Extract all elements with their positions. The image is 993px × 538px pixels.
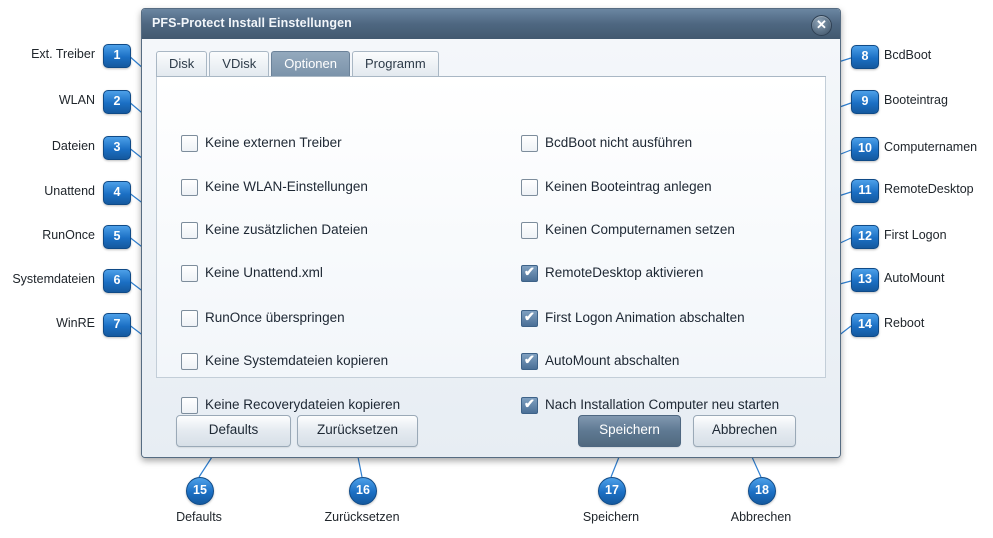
checkbox-box [181,222,198,239]
checkbox-label: Keine Unattend.xml [205,265,323,280]
callout-label-6: Systemdateien [12,272,95,286]
checkbox-label: Nach Installation Computer neu starten [545,397,780,412]
checkbox-label: Keine Recoverydateien kopieren [205,397,401,412]
checkbox-box [521,310,538,327]
dialog-titlebar[interactable] [142,9,840,40]
callout-label-10: Computernamen [884,140,978,154]
callout-label-1: Ext. Treiber [31,47,95,61]
dialog-title: PFS-Protect Install Einstellungen [152,16,352,30]
callout-label-15: Defaults [176,510,222,524]
callout-marker-9[interactable]: 9 [851,90,879,114]
checkbox-box [521,222,538,239]
tab-optionen[interactable]: Optionen [271,51,350,76]
callout-label-5: RunOnce [42,228,95,242]
checkbox-box [181,353,198,370]
callout-marker-16[interactable]: 16 [349,477,377,505]
callout-label-3: Dateien [51,139,95,153]
speichern-button[interactable]: Speichern [578,415,681,447]
options-panel [156,77,826,412]
tab-vdisk[interactable]: VDisk [209,51,269,76]
callout-label-12: First Logon [884,228,947,242]
checkbox-box [181,265,198,282]
callout-marker-18[interactable]: 18 [748,477,776,505]
callout-label-8: BcdBoot [884,48,932,62]
checkbox-label: Keine zusätzlichen Dateien [205,222,368,237]
check-icon: ✔ [524,264,535,279]
abbrechen-button[interactable]: Abbrechen [693,415,796,447]
dialog-body [142,39,840,457]
checkbox-label: AutoMount abschalten [545,353,680,368]
checkbox-box [181,179,198,196]
callout-marker-14[interactable]: 14 [851,313,879,337]
close-icon[interactable] [811,15,832,36]
checkbox-box [521,179,538,196]
callout-label-16: Zurücksetzen [324,510,400,524]
callout-marker-15[interactable]: 15 [186,477,214,505]
callout-marker-10[interactable]: 10 [851,137,879,161]
callout-label-13: AutoMount [884,271,945,285]
checkbox-label: First Logon Animation abschalten [545,310,745,325]
callout-label-11: RemoteDesktop [884,182,974,196]
callout-label-7: WinRE [56,316,95,330]
callout-label-2: WLAN [58,93,95,107]
checkbox-box [521,135,538,152]
callout-marker-11[interactable]: 11 [851,179,879,203]
callout-marker-13[interactable]: 13 [851,268,879,292]
callout-marker-8[interactable]: 8 [851,45,879,69]
close-glyph: ✕ [816,17,827,32]
callout-label-18: Abbrechen [730,510,792,524]
tab-programm[interactable]: Programm [352,51,439,76]
checkbox-label: Keinen Computernamen setzen [545,222,735,237]
callout-label-4: Unattend [44,184,95,198]
checkbox-label: Keine WLAN-Einstellungen [205,179,368,194]
checkbox-box [521,353,538,370]
checkbox-label: Keine externen Treiber [205,135,342,150]
check-icon: ✔ [524,309,535,324]
callout-marker-12[interactable]: 12 [851,225,879,249]
callout-label-14: Reboot [884,316,925,330]
defaults-button[interactable]: Defaults [176,415,291,447]
check-icon: ✔ [524,396,535,411]
tab-disk[interactable]: Disk [156,51,207,76]
checkbox-label: Keine Systemdateien kopieren [205,353,389,368]
zuruecksetzen-button[interactable]: Zurücksetzen [297,415,418,447]
callout-marker-2[interactable]: 2 [103,90,131,114]
callout-marker-4[interactable]: 4 [103,181,131,205]
checkbox-box [181,397,198,414]
check-icon: ✔ [524,352,535,367]
tabstrip [156,51,441,77]
checkbox-label: RunOnce überspringen [205,310,345,325]
checkbox-box [521,265,538,282]
checkbox-box [181,135,198,152]
settings-dialog [141,8,841,458]
checkbox-label: Keinen Booteintrag anlegen [545,179,712,194]
callout-label-9: Booteintrag [884,93,948,107]
callout-marker-7[interactable]: 7 [103,313,131,337]
callout-marker-3[interactable]: 3 [103,136,131,160]
callout-marker-1[interactable]: 1 [103,44,131,68]
callout-marker-5[interactable]: 5 [103,225,131,249]
panel-divider [156,377,826,378]
checkbox-box [181,310,198,327]
checkbox-box [521,397,538,414]
callout-label-17: Speichern [582,510,640,524]
checkbox-label: RemoteDesktop aktivieren [545,265,704,280]
checkbox-label: BcdBoot nicht ausführen [545,135,693,150]
callout-marker-17[interactable]: 17 [598,477,626,505]
callout-marker-6[interactable]: 6 [103,269,131,293]
